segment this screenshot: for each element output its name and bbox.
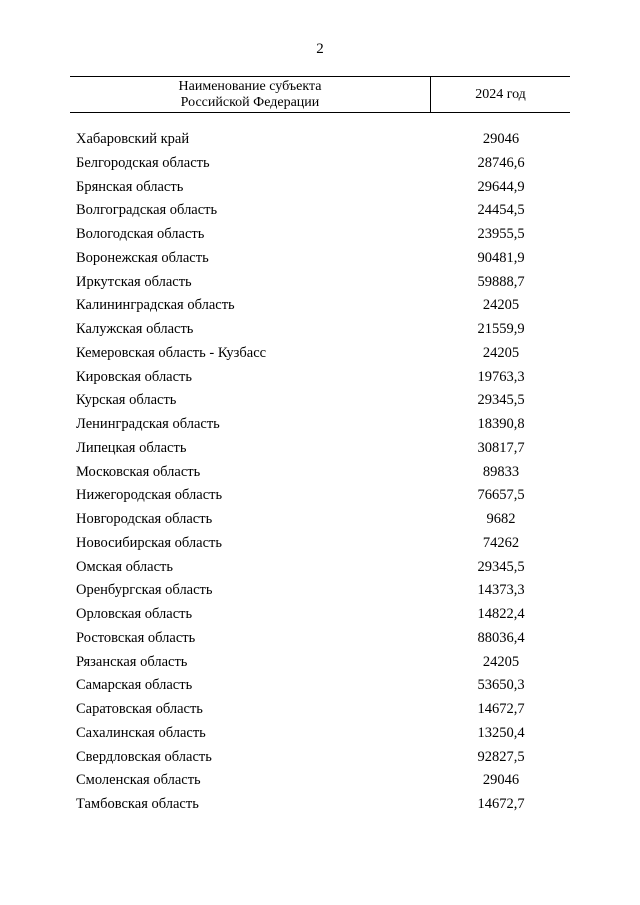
subject-value: 76657,5 <box>477 487 525 504</box>
subject-value: 14822,4 <box>477 606 525 622</box>
subject-name: Смоленская область <box>76 772 201 789</box>
subject-value: 14672,7 <box>477 796 525 812</box>
table-row <box>0 389 640 413</box>
table-row <box>0 223 640 247</box>
table-row <box>0 651 640 675</box>
subject-name: Орловская область <box>76 606 193 622</box>
subject-name: Кемеровская область - Кузбасс <box>76 344 267 361</box>
subject-name: Новгородская область <box>76 511 213 527</box>
subject-value: 29345,5 <box>477 558 525 575</box>
subject-value: 90481,9 <box>477 249 525 266</box>
subject-value: 24454,5 <box>477 202 525 219</box>
subject-name: Брянская область <box>76 178 184 195</box>
subject-value: 24205 <box>482 297 520 314</box>
subject-name: Иркутская область <box>76 273 192 290</box>
page-number: 2 <box>316 41 324 57</box>
subject-name: Омская область <box>76 558 173 575</box>
subject-value: 59888,7 <box>477 273 525 290</box>
table-row <box>0 152 640 176</box>
subject-value: 28746,6 <box>477 154 525 171</box>
subject-value: 92827,5 <box>477 748 525 765</box>
table-row <box>0 627 640 651</box>
table-row <box>0 769 640 793</box>
subject-value: 74262 <box>482 534 520 551</box>
table-row <box>0 793 640 817</box>
table-row <box>0 603 640 627</box>
subject-name: Сахалинская область <box>76 724 206 741</box>
subject-name: Волгоградская область <box>76 202 218 219</box>
table-row <box>0 271 640 295</box>
subject-value: 29046 <box>482 131 520 147</box>
table-row <box>0 366 640 390</box>
subject-name: Калининградская область <box>76 297 235 314</box>
subject-value: 23955,5 <box>477 226 525 242</box>
subject-name: Кировская область <box>76 368 193 385</box>
table-row <box>0 746 640 770</box>
table-row <box>0 342 640 366</box>
subject-name: Воронежская область <box>76 249 209 266</box>
subject-name: Оренбургская область <box>76 582 213 599</box>
subject-name: Ростовская область <box>76 629 196 646</box>
subject-name: Тамбовская область <box>76 796 199 812</box>
subject-name: Саратовская область <box>76 701 203 717</box>
subject-name: Рязанская область <box>76 653 188 670</box>
table-row <box>0 556 640 580</box>
header-subject-name <box>70 77 431 112</box>
header-subject-name-line2: Российской Федерации <box>180 94 320 110</box>
table-row <box>0 722 640 746</box>
subject-value: 53650,3 <box>477 677 525 694</box>
table-row <box>0 413 640 437</box>
subject-name: Белгородская область <box>76 154 210 171</box>
header-year: 2024 год <box>475 86 526 102</box>
subject-name: Вологодская область <box>76 226 205 242</box>
subject-value: 9682 <box>486 511 516 527</box>
subject-value: 29345,5 <box>477 392 525 409</box>
table-row <box>0 508 640 532</box>
table-body <box>0 128 640 817</box>
table-row <box>0 484 640 508</box>
subject-value: 19763,3 <box>477 368 525 385</box>
subject-value: 30817,7 <box>477 439 525 456</box>
table-row <box>0 294 640 318</box>
table-row <box>0 176 640 200</box>
subject-name: Свердловская область <box>76 748 212 765</box>
subject-value: 14672,7 <box>477 701 525 717</box>
table-row <box>0 532 640 556</box>
table-header <box>70 76 570 113</box>
subject-name: Самарская область <box>76 677 193 694</box>
subject-name: Калужская область <box>76 321 194 337</box>
subject-name: Курская область <box>76 392 177 409</box>
subject-value: 89833 <box>482 463 520 480</box>
subject-name: Московская область <box>76 463 201 480</box>
subject-value: 29644,9 <box>477 178 525 195</box>
subject-name: Хабаровский край <box>76 131 190 147</box>
subject-name: Новосибирская область <box>76 534 222 551</box>
subject-name: Липецкая область <box>76 439 187 456</box>
table-row <box>0 199 640 223</box>
subject-name: Нижегородская область <box>76 487 223 504</box>
table-row <box>0 461 640 485</box>
header-subject-name-line1: Наименование субъекта <box>178 78 322 94</box>
subject-value: 24205 <box>482 344 520 361</box>
table-row <box>0 128 640 152</box>
subject-value: 88036,4 <box>477 629 525 646</box>
subject-name: Ленинградская область <box>76 416 220 432</box>
subject-value: 21559,9 <box>477 321 525 337</box>
subject-value: 14373,3 <box>477 582 525 599</box>
subject-value: 29046 <box>482 772 520 789</box>
table-row <box>0 318 640 342</box>
table-row <box>0 698 640 722</box>
subject-value: 24205 <box>482 653 520 670</box>
table-row <box>0 247 640 271</box>
subject-value: 13250,4 <box>477 724 525 741</box>
table-row <box>0 579 640 603</box>
subject-value: 18390,8 <box>477 416 525 432</box>
table-row <box>0 437 640 461</box>
table-row <box>0 674 640 698</box>
